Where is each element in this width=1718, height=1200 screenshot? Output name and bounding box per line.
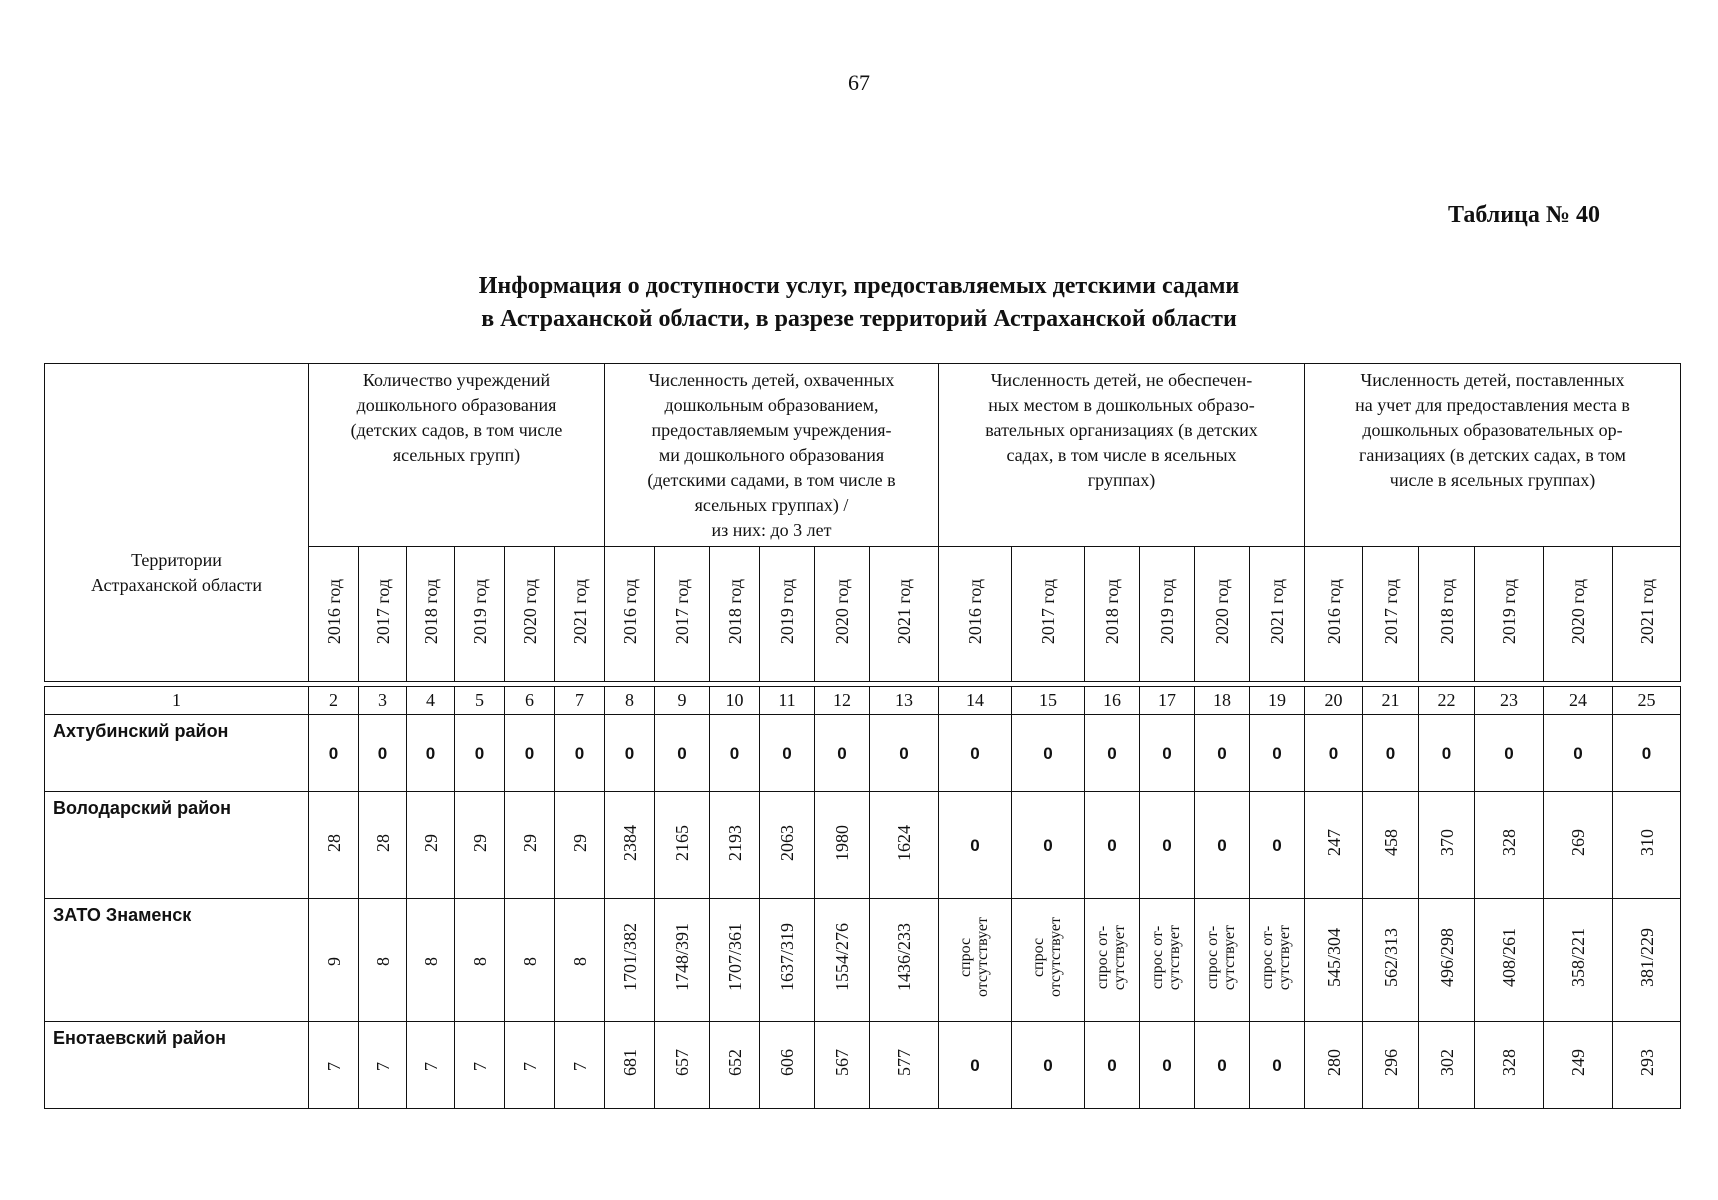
year-header — [760, 547, 815, 682]
column-number: 15 — [1012, 687, 1085, 715]
column-number: 9 — [655, 687, 710, 715]
group-header-institutions-label: Количество учреждений дошкольного образования (детских садов, в том числе ясельных групп) — [350, 370, 563, 465]
table-cell — [760, 715, 815, 792]
table-cell — [1140, 899, 1195, 1022]
year-header — [1544, 547, 1613, 682]
cell-value: 7 — [469, 1061, 490, 1071]
table-cell — [359, 792, 407, 899]
column-number: 16 — [1085, 687, 1140, 715]
cell-value: 8 — [420, 956, 441, 966]
column-number: 14 — [939, 687, 1012, 715]
cell-value: 0 — [1043, 1055, 1053, 1075]
group-header-children-covered — [605, 364, 939, 547]
year-header-label: 2019 год — [777, 578, 797, 645]
table-cell — [407, 792, 455, 899]
table-cell — [407, 715, 455, 792]
cell-value: спрос от- сутствует — [1204, 924, 1238, 991]
table-cell — [760, 792, 815, 899]
column-number: 6 — [505, 687, 555, 715]
table-cell — [710, 792, 760, 899]
cell-value: 0 — [1328, 743, 1339, 763]
cell-value: 0 — [1043, 835, 1053, 855]
table-cell — [760, 899, 815, 1022]
group-header-children-covered-label: Численность детей, охваченных дошкольным образованием, предоставляемым учреждения- ми дошкольного образования (детскими садами, в том числе в ясельных группах) / из них: до 3 лет — [647, 370, 896, 540]
column-number: 23 — [1475, 687, 1544, 715]
year-header-label: 2021 год — [569, 578, 590, 645]
table-cell — [407, 1022, 455, 1109]
year-header — [1363, 547, 1419, 682]
cell-value: 0 — [970, 835, 980, 855]
cell-value: 0 — [970, 743, 980, 763]
table-cell — [309, 792, 359, 899]
table-cell — [1250, 792, 1305, 899]
cell-value: 0 — [328, 743, 339, 763]
table-cell — [605, 792, 655, 899]
table-cell — [309, 899, 359, 1022]
cell-value: 310 — [1636, 829, 1657, 856]
table-cell — [815, 1022, 870, 1109]
cell-value: 370 — [1436, 829, 1457, 856]
table-row — [45, 792, 1681, 899]
table-cell — [1475, 1022, 1544, 1109]
cell-value: спрос от- сутствует — [1094, 924, 1128, 991]
year-header-label: 2019 год — [1499, 578, 1519, 645]
year-header-label: 2016 год — [1323, 578, 1344, 645]
year-header — [407, 547, 455, 682]
year-header — [1140, 547, 1195, 682]
year-header — [710, 547, 760, 682]
table-cell — [870, 792, 939, 899]
cell-value: 28 — [372, 833, 393, 852]
year-header — [1250, 547, 1305, 682]
year-header — [359, 547, 407, 682]
table-cell — [1012, 792, 1085, 899]
cell-value: 1624 — [894, 824, 914, 861]
cell-value: 2063 — [777, 824, 797, 861]
table-cell — [505, 792, 555, 899]
table-cell — [655, 715, 710, 792]
page-number: 67 — [848, 70, 870, 95]
cell-value: 0 — [1162, 835, 1172, 855]
cell-value: 0 — [1107, 743, 1117, 763]
cell-value: 0 — [1162, 1055, 1172, 1075]
cell-value: 29 — [469, 833, 490, 852]
cell-value: 1701/382 — [619, 923, 640, 992]
column-number: 24 — [1544, 687, 1613, 715]
table-cell — [1250, 715, 1305, 792]
cell-value: 0 — [425, 743, 436, 763]
cell-value: 1436/233 — [894, 923, 914, 992]
table-cell — [870, 899, 939, 1022]
cell-value: 0 — [474, 743, 485, 763]
cell-value: 1554/276 — [832, 923, 852, 992]
cell-value: 0 — [677, 743, 687, 763]
cell-value: 1748/391 — [672, 923, 692, 992]
table-cell — [1475, 899, 1544, 1022]
cell-value: 7 — [519, 1061, 540, 1071]
table-cell — [655, 1022, 710, 1109]
year-header — [505, 547, 555, 682]
table-cell — [1305, 715, 1363, 792]
column-number: 25 — [1613, 687, 1681, 715]
table-cell — [939, 715, 1012, 792]
cell-value: 0 — [574, 743, 585, 763]
cell-value: 0 — [899, 743, 909, 763]
table-cell — [505, 899, 555, 1022]
cell-value: 657 — [672, 1049, 692, 1076]
table-cell — [455, 899, 505, 1022]
year-header — [939, 547, 1012, 682]
year-header — [870, 547, 939, 682]
table-cell — [710, 1022, 760, 1109]
cell-value: 328 — [1499, 1049, 1519, 1076]
table-cell — [939, 899, 1012, 1022]
year-header-label: 2018 год — [724, 578, 745, 645]
table-cell — [1085, 792, 1140, 899]
year-header-label: 2017 год — [672, 578, 692, 645]
table-cell — [555, 899, 605, 1022]
year-header-label: 2016 год — [965, 578, 985, 645]
table-cell — [815, 792, 870, 899]
cell-value: спрос отсутствует — [1030, 917, 1064, 998]
table-cell — [1085, 715, 1140, 792]
year-header — [309, 547, 359, 682]
year-header-label: 2018 год — [420, 578, 441, 645]
table-cell — [605, 1022, 655, 1109]
cell-value: 0 — [1272, 835, 1282, 855]
cell-value: 567 — [832, 1049, 852, 1076]
table-cell — [1544, 715, 1613, 792]
group-header-children-unprovided — [939, 364, 1305, 547]
cell-value: 7 — [420, 1061, 441, 1071]
cell-value: 0 — [1272, 1055, 1282, 1075]
year-header — [1419, 547, 1475, 682]
year-header-label: 2020 год — [1212, 578, 1232, 645]
table-cell — [1544, 792, 1613, 899]
table-cell — [555, 1022, 605, 1109]
table-cell — [1305, 1022, 1363, 1109]
year-header-label: 2019 год — [469, 578, 490, 645]
cell-value: 1707/361 — [724, 923, 745, 992]
table-cell — [455, 792, 505, 899]
cell-value: 0 — [1217, 743, 1227, 763]
table-cell — [1140, 792, 1195, 899]
year-header-label: 2018 год — [1102, 578, 1122, 645]
table-cell — [455, 1022, 505, 1109]
table-cell — [939, 1022, 1012, 1109]
table-number-label: Таблица № 40 — [1447, 202, 1600, 228]
cell-value: 1980 — [832, 824, 852, 861]
cell-value: спрос от- сутствует — [1259, 924, 1293, 991]
cell-value: 652 — [724, 1049, 745, 1076]
table-cell — [1250, 899, 1305, 1022]
year-header-label: 2017 год — [1380, 578, 1401, 645]
table-cell — [1613, 1022, 1681, 1109]
table-cell — [1085, 1022, 1140, 1109]
table-cell — [555, 715, 605, 792]
column-number: 4 — [407, 687, 455, 715]
cell-value: 28 — [323, 833, 344, 852]
cell-value: 0 — [1504, 743, 1514, 763]
table-cell — [1363, 1022, 1419, 1109]
table-cell — [1419, 899, 1475, 1022]
year-header-label: 2016 год — [323, 578, 344, 645]
table-cell — [1195, 1022, 1250, 1109]
year-header — [1195, 547, 1250, 682]
table-row — [45, 715, 1681, 792]
table-cell — [1085, 899, 1140, 1022]
table-cell — [1419, 792, 1475, 899]
table-cell — [1140, 715, 1195, 792]
year-header — [1305, 547, 1363, 682]
cell-value: 496/298 — [1436, 927, 1457, 987]
cell-value: 29 — [519, 833, 540, 852]
table-row — [45, 899, 1681, 1022]
year-header-label: 2021 год — [894, 578, 914, 645]
cell-value: 0 — [1573, 743, 1583, 763]
cell-value: 269 — [1568, 829, 1588, 856]
column-number-row — [45, 687, 1681, 715]
table-cell — [407, 899, 455, 1022]
year-header — [655, 547, 710, 682]
column-number: 10 — [710, 687, 760, 715]
table-cell — [1250, 1022, 1305, 1109]
cell-value: 0 — [1641, 743, 1652, 763]
column-number: 11 — [760, 687, 815, 715]
column-number: 12 — [815, 687, 870, 715]
column-number: 22 — [1419, 687, 1475, 715]
table-cell — [870, 1022, 939, 1109]
table-cell — [505, 1022, 555, 1109]
cell-value: 296 — [1380, 1049, 1401, 1076]
year-header-label: 2021 год — [1636, 578, 1657, 645]
data-table — [44, 363, 1681, 1109]
table-cell — [1613, 899, 1681, 1022]
cell-value: 545/304 — [1323, 927, 1344, 987]
table-cell — [1012, 899, 1085, 1022]
group-header-children-registered — [1305, 364, 1681, 547]
cell-value: 8 — [569, 956, 590, 966]
territory-name: Володарский район — [45, 792, 309, 899]
cell-value: 0 — [837, 743, 847, 763]
year-header — [555, 547, 605, 682]
column-number: 19 — [1250, 687, 1305, 715]
header-group-row — [45, 364, 1681, 547]
cell-value: 0 — [970, 1055, 980, 1075]
table-cell — [1363, 715, 1419, 792]
cell-value: 0 — [524, 743, 535, 763]
cell-value: 0 — [1107, 1055, 1117, 1075]
cell-value: 0 — [1385, 743, 1396, 763]
table-cell — [309, 1022, 359, 1109]
cell-value: 0 — [782, 743, 792, 763]
year-header — [1475, 547, 1544, 682]
column-number: 2 — [309, 687, 359, 715]
table-cell — [1475, 792, 1544, 899]
cell-value: 0 — [1217, 835, 1227, 855]
cell-value: спрос отсутствует — [957, 917, 991, 998]
table-cell — [1305, 792, 1363, 899]
year-header — [455, 547, 505, 682]
cell-value: 302 — [1436, 1049, 1457, 1076]
table-cell — [1140, 1022, 1195, 1109]
table-row — [45, 1022, 1681, 1109]
year-header-label: 2020 год — [832, 578, 852, 645]
table-cell — [1613, 792, 1681, 899]
year-header — [815, 547, 870, 682]
table-cell — [1419, 1022, 1475, 1109]
cell-value: 0 — [1217, 1055, 1227, 1075]
table-cell — [1419, 715, 1475, 792]
cell-value: 9 — [323, 956, 344, 966]
cell-value: 0 — [1441, 743, 1452, 763]
cell-value: 249 — [1568, 1049, 1588, 1076]
table-cell — [870, 715, 939, 792]
table-cell — [309, 715, 359, 792]
cell-value: 0 — [1043, 743, 1053, 763]
table-cell — [939, 792, 1012, 899]
table-cell — [555, 792, 605, 899]
table-cell — [1363, 792, 1419, 899]
cell-value: 328 — [1499, 829, 1519, 856]
cell-value: 8 — [469, 956, 490, 966]
group-header-institutions — [309, 364, 605, 547]
table-cell — [1195, 792, 1250, 899]
cell-value: 1637/319 — [777, 923, 797, 992]
column-number: 3 — [359, 687, 407, 715]
table-cell — [710, 715, 760, 792]
cell-value: 2384 — [619, 824, 640, 861]
table-title-line-2: в Астраханской области, в разрезе территорий Астраханской области — [481, 306, 1237, 332]
cell-value: 280 — [1323, 1049, 1344, 1076]
column-number: 5 — [455, 687, 505, 715]
year-header — [605, 547, 655, 682]
cell-value: 681 — [619, 1049, 640, 1076]
cell-value: 7 — [323, 1061, 344, 1071]
territory-header-label: Территории Астраханской области — [90, 549, 263, 595]
year-header-label: 2016 год — [619, 578, 640, 645]
table-cell — [359, 899, 407, 1022]
cell-value: 2165 — [672, 824, 692, 861]
group-header-children-unprovided-label: Численность детей, не обеспечен- ных местом в дошкольных образо- вательных организациях (в детских садах, в том числе в ясельных группах) — [985, 370, 1258, 490]
table-cell — [1475, 715, 1544, 792]
cell-value: 293 — [1636, 1049, 1657, 1076]
cell-value: 0 — [1107, 835, 1117, 855]
cell-value: 0 — [624, 743, 635, 763]
table-cell — [455, 715, 505, 792]
year-header-label: 2019 год — [1157, 578, 1177, 645]
table-cell — [359, 715, 407, 792]
cell-value: 247 — [1323, 829, 1344, 856]
cell-value: 562/313 — [1380, 927, 1401, 987]
cell-value: 458 — [1380, 829, 1401, 856]
table-cell — [1305, 899, 1363, 1022]
column-number: 20 — [1305, 687, 1363, 715]
territory-header — [45, 364, 309, 682]
table-title-line-1: Информация о доступности услуг, предоставляемых детскими садами — [478, 273, 1240, 299]
cell-value: 29 — [569, 833, 590, 852]
cell-value: 358/221 — [1568, 927, 1588, 987]
table-cell — [1012, 1022, 1085, 1109]
cell-value: 7 — [372, 1061, 393, 1071]
year-header-label: 2017 год — [372, 578, 393, 645]
cell-value: 408/261 — [1499, 927, 1519, 987]
cell-value: 8 — [519, 956, 540, 966]
cell-value: 0 — [729, 743, 740, 763]
cell-value: 7 — [569, 1061, 590, 1071]
year-header-label: 2017 год — [1038, 578, 1058, 645]
year-header-label: 2020 год — [1568, 578, 1588, 645]
table-cell — [1544, 899, 1613, 1022]
cell-value: 8 — [372, 956, 393, 966]
table-cell — [605, 715, 655, 792]
column-number: 8 — [605, 687, 655, 715]
column-number: 21 — [1363, 687, 1419, 715]
cell-value: 0 — [1162, 743, 1172, 763]
table-cell — [1544, 1022, 1613, 1109]
year-header-label: 2020 год — [519, 578, 540, 645]
table-cell — [605, 899, 655, 1022]
table-title — [0, 270, 1718, 336]
cell-value: 29 — [420, 833, 441, 852]
cell-value: 381/229 — [1636, 927, 1657, 987]
cell-value: 606 — [777, 1049, 797, 1076]
table-cell — [1012, 715, 1085, 792]
table-cell — [359, 1022, 407, 1109]
table-cell — [815, 715, 870, 792]
table-cell — [655, 899, 710, 1022]
cell-value: 0 — [1272, 743, 1282, 763]
cell-value: 2193 — [724, 824, 745, 861]
year-header-label: 2018 год — [1436, 578, 1457, 645]
cell-value: спрос от- сутствует — [1149, 924, 1183, 991]
table-cell — [760, 1022, 815, 1109]
table-cell — [1363, 899, 1419, 1022]
column-number: 17 — [1140, 687, 1195, 715]
year-header-label: 2021 год — [1267, 578, 1287, 645]
column-number: 13 — [870, 687, 939, 715]
year-header — [1613, 547, 1681, 682]
table-cell — [710, 899, 760, 1022]
group-header-children-registered-label: Численность детей, поставленных на учет для предоставления места в дошкольных образовательных ор- ганизациях (в детских садах, в том числе в ясельных группах) — [1355, 370, 1630, 490]
table-cell — [1195, 899, 1250, 1022]
table-cell — [655, 792, 710, 899]
column-number: 18 — [1195, 687, 1250, 715]
territory-name: ЗАТО Знаменск — [45, 899, 309, 1022]
year-header — [1012, 547, 1085, 682]
territory-name: Ахтубинский район — [45, 715, 309, 792]
cell-value: 577 — [894, 1049, 914, 1076]
cell-value: 0 — [377, 743, 388, 763]
column-number: 1 — [45, 687, 309, 715]
table-cell — [505, 715, 555, 792]
table-cell — [815, 899, 870, 1022]
table-cell — [1613, 715, 1681, 792]
table-cell — [1195, 715, 1250, 792]
territory-name: Енотаевский район — [45, 1022, 309, 1109]
column-number: 7 — [555, 687, 605, 715]
year-header — [1085, 547, 1140, 682]
